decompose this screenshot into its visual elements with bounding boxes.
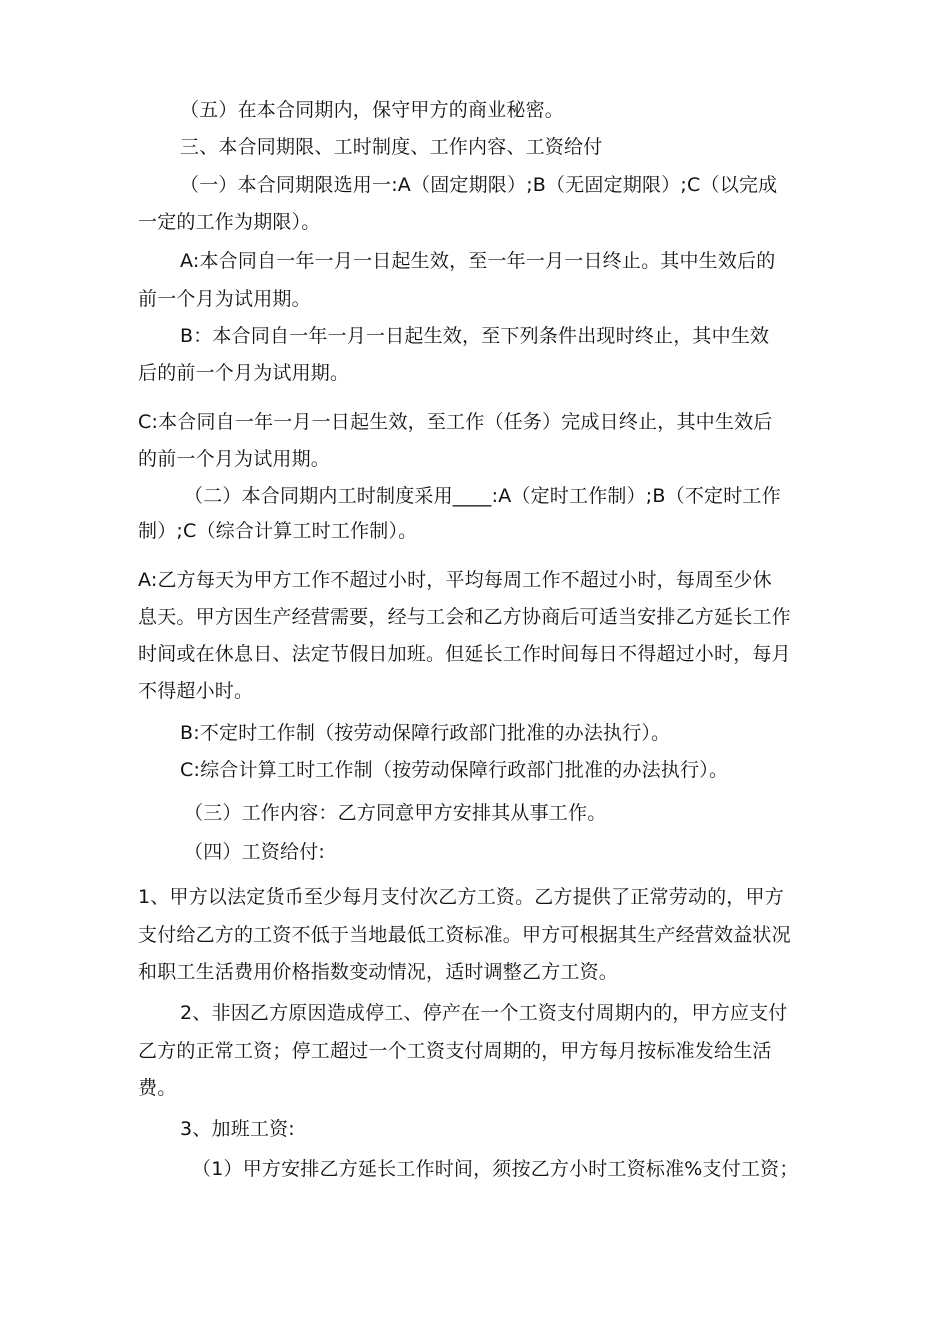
paragraph-line: B:不定时工作制（按劳动保障行政部门批准的办法执行）。	[180, 722, 671, 744]
paragraph-line: 前一个月为试用期。	[138, 288, 311, 310]
paragraph-line: （四）工资给付:	[184, 841, 326, 863]
paragraph-line: （一）本合同期限选用一:A（固定期限）;B（无固定期限）;C（以完成	[180, 174, 778, 196]
paragraph-line: （二）本合同期内工时制度采用____:A（定时工作制）;B（不定时工作	[184, 485, 781, 507]
paragraph-line: （三）工作内容：乙方同意甲方安排其从事工作。	[184, 802, 607, 824]
paragraph-line: 时间或在休息日、法定节假日加班。但延长工作时间每日不得超过小时，每月	[138, 643, 791, 665]
paragraph-line: 和职工生活费用价格指数变动情况，适时调整乙方工资。	[138, 961, 619, 983]
paragraph-line: 后的前一个月为试用期。	[138, 362, 350, 384]
section-heading: 三、本合同期限、工时制度、工作内容、工资给付	[180, 136, 603, 158]
paragraph-line: C:本合同自一年一月一日起生效，至工作（任务）完成日终止，其中生效后	[138, 411, 773, 433]
paragraph-line: 1、甲方以法定货币至少每月支付次乙方工资。乙方提供了正常劳动的，甲方	[138, 886, 784, 908]
paragraph-line: 一定的工作为期限）。	[138, 211, 321, 233]
paragraph-line: A:本合同自一年一月一日起生效，至一年一月一日终止。其中生效后的	[180, 250, 776, 272]
paragraph-line: 3、加班工资:	[180, 1118, 295, 1140]
paragraph-line: （1）甲方安排乙方延长工作时间，须按乙方小时工资标准%支付工资；	[192, 1158, 799, 1180]
paragraph-line: C:综合计算工时工作制（按劳动保障行政部门批准的办法执行）。	[180, 759, 729, 781]
paragraph-line: 制）;C（综合计算工时工作制）。	[138, 520, 418, 542]
paragraph-line: 息天。甲方因生产经营需要，经与工会和乙方协商后可适当安排乙方延长工作	[138, 606, 791, 628]
paragraph-line: （五）在本合同期内，保守甲方的商业秘密。	[180, 99, 565, 121]
paragraph-line: A:乙方每天为甲方工作不超过小时，平均每周工作不超过小时，每周至少休	[138, 569, 772, 591]
paragraph-line: 的前一个月为试用期。	[138, 448, 331, 470]
paragraph-line: B：本合同自一年一月一日起生效，至下列条件出现时终止，其中生效	[180, 325, 770, 347]
paragraph-line: 不得超小时。	[138, 680, 254, 702]
paragraph-line: 费。	[138, 1077, 177, 1099]
paragraph-line: 乙方的正常工资；停工超过一个工资支付周期的，甲方每月按标准发给生活	[138, 1040, 772, 1062]
paragraph-line: 2、非因乙方原因造成停工、停产在一个工资支付周期内的，甲方应支付	[180, 1002, 788, 1024]
paragraph-line: 支付给乙方的工资不低于当地最低工资标准。甲方可根据其生产经营效益状况	[138, 924, 791, 946]
